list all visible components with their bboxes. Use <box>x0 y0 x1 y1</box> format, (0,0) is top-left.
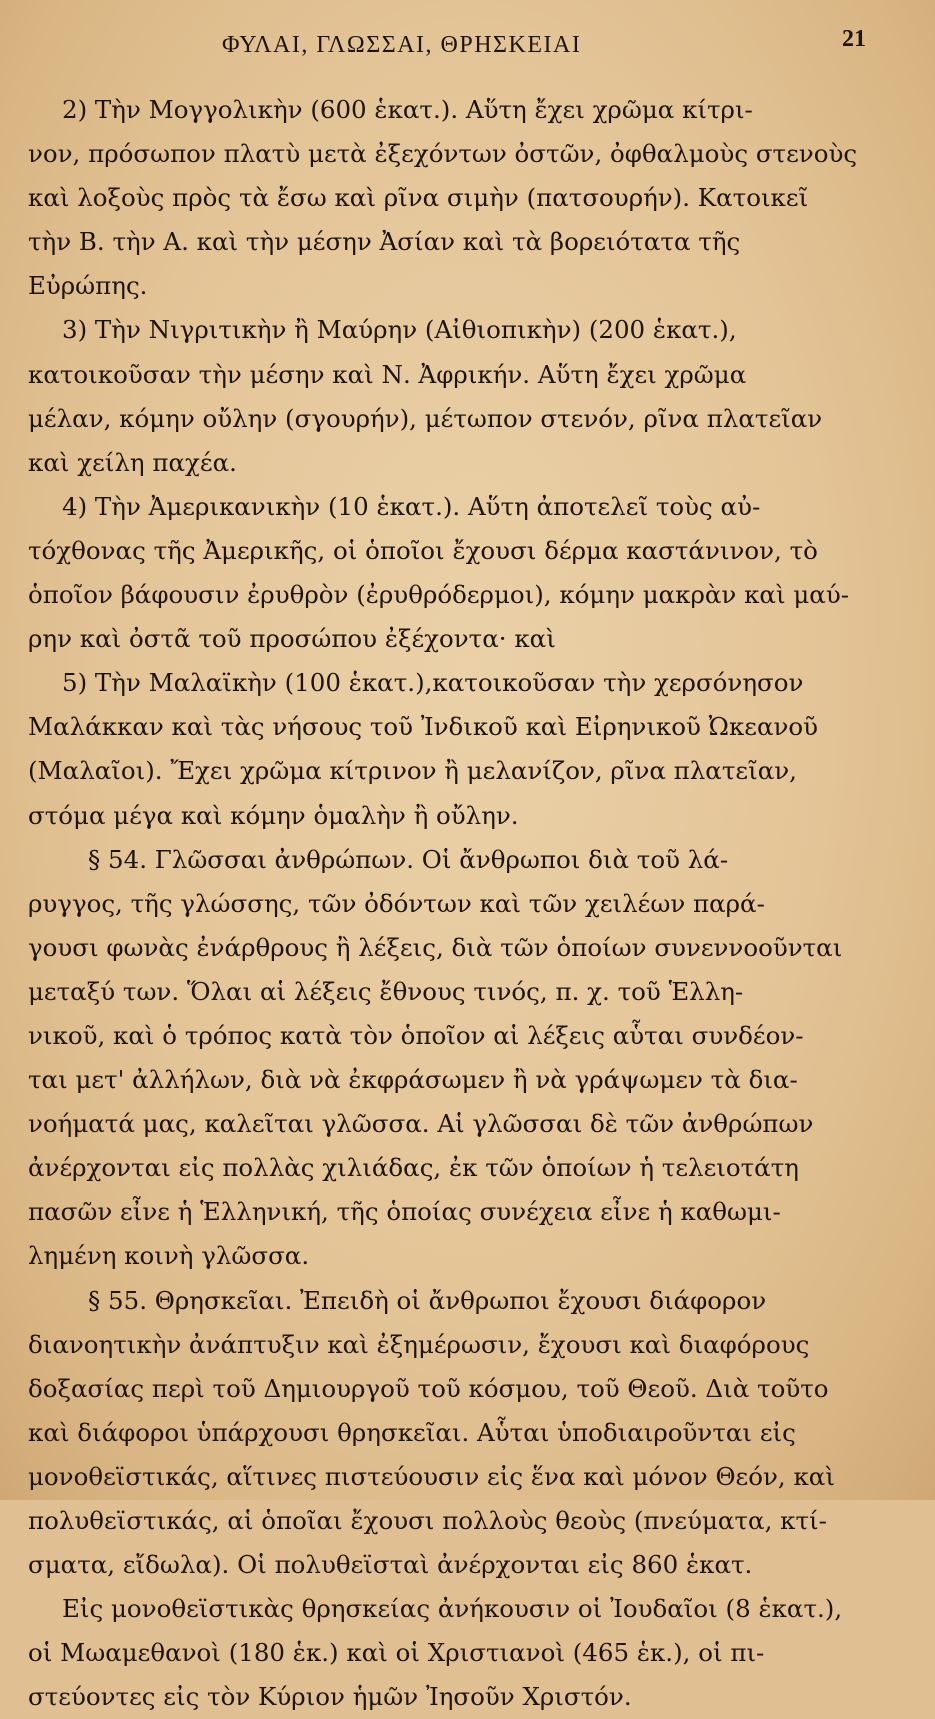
text-line: λημένη κοινὴ γλῶσσα. <box>28 1241 310 1271</box>
section-55-heading-line: § 55. Θρησκεῖαι. Ἐπειδὴ οἱ ἄνθρωποι ἔχουσι διάφορον <box>88 1285 767 1315</box>
text-line: Εἰς μονοθεϊστικὰς θρησκείας ἀνήκουσιν οἱ Ἰουδαῖοι (8 ἑκατ.), <box>62 1594 843 1624</box>
text-line: μονοθεϊστικάς, αἵτινες πιστεύουσιν εἰς ἕνα καὶ μόνον Θεόν, καὶ <box>28 1461 835 1491</box>
text-line: 4) Τὴν Ἀμερικανικὴν (10 ἑκατ.). Αὕτη ἀποτελεῖ τοὺς αὐ- <box>62 491 761 521</box>
text-line: διανοητικὴν ἀνάπτυξιν καὶ ἐξημέρωσιν, ἔχουσι καὶ διαφόρους <box>28 1329 810 1359</box>
text-line: πασῶν εἶνε ἡ Ἑλληνική, τῆς ὁποίας συνέχεια εἶνε ἡ καθωμι- <box>28 1197 781 1227</box>
text-line: 2) Τὴν Μογγολικὴν (600 ἑκατ.). Αὕτη ἔχει χρῶμα κίτρι- <box>62 95 753 124</box>
text-line: στεύοντες εἰς τὸν Κύριον ἡμῶν Ἰησοῦν Χριστόν. <box>28 1682 632 1712</box>
text-line: γουσι φωνὰς ἐνάρθρους ἢ λέξεις, διὰ τῶν ὁποίων συνεννοοῦνται <box>28 932 843 962</box>
text-line: στόμα μέγα καὶ κόμην ὁμαλὴν ἢ οὔλην. <box>28 800 519 830</box>
text-line: καὶ χείλη παχέα. <box>28 447 237 477</box>
text-line: καὶ λοξοὺς πρὸς τὰ ἔσω καὶ ρῖνα σιμὴν (πατσουρήν). Κατοικεῖ <box>28 183 809 213</box>
section-54-heading-line: § 54. Γλῶσσαι ἀνθρώπων. Οἱ ἄνθρωποι διὰ τοῦ λά- <box>88 844 729 874</box>
text-line: τόχθονας τῆς Ἀμερικῆς, οἱ ὁποῖοι ἔχουσι δέρμα καστάνινον, τὸ <box>28 535 818 565</box>
text-line: οἱ Μωαμεθανοὶ (180 ἑκ.) καὶ οἱ Χριστιανοὶ (465 ἑκ.), οἱ πι- <box>28 1638 765 1668</box>
text-line: μέλαν, κόμην οὔλην (σγουρήν), μέτωπον στενόν, ρῖνα πλατεῖαν <box>28 403 823 433</box>
text-line: ρην καὶ ὀστᾶ τοῦ προσώπου ἐξέχοντα· καὶ <box>28 624 556 654</box>
text-line: καὶ διάφοροι ὑπάρχουσι θρησκεῖαι. Αὗται ὑποδιαιροῦνται εἰς <box>28 1417 796 1447</box>
text-line: (Μαλαῖοι). Ἔχει χρῶμα κίτρινον ἢ μελανίζον, ρῖνα πλατεῖαν, <box>28 756 797 786</box>
text-line: 3) Τὴν Νιγριτικὴν ἢ Μαύρην (Αἰθιοπικὴν) (200 ἑκατ.), <box>62 315 737 345</box>
text-line: ρυγγος, τῆς γλώσσης, τῶν ὀδόντων καὶ τῶν χειλέων παρά- <box>28 888 765 918</box>
text-line: πολυθεϊστικάς, αἱ ὁποῖαι ἔχουσι πολλοὺς θεοὺς (πνεύματα, κτί- <box>28 1506 827 1535</box>
text-line: νικοῦ, καὶ ὁ τρόπος κατὰ τὸν ὁποῖον αἱ λέξεις αὗται συνδέον- <box>28 1020 804 1050</box>
page-header <box>0 26 935 66</box>
text-line: νον, πρόσωπον πλατὺ μετὰ ἐξεχόντων ὀστῶν, ὀφθαλμοὺς στενοὺς <box>28 139 858 169</box>
text-line: 5) Τὴν Μαλαϊκὴν (100 ἑκατ.),κατοικοῦσαν τὴν χερσόνησον <box>62 668 804 698</box>
text-line: νοήματά μας, καλεῖται γλῶσσα. Αἱ γλῶσσαι δὲ τῶν ἀνθρώπων <box>28 1109 814 1139</box>
body-text <box>28 88 900 1719</box>
text-line: Μαλάκκαν καὶ τὰς νήσους τοῦ Ἰνδικοῦ καὶ Εἰρηνικοῦ Ὠκεανοῦ <box>28 712 819 742</box>
text-line: μεταξύ των. Ὅλαι αἱ λέξεις ἔθνους τινός, π. χ. τοῦ Ἑλλη- <box>28 976 744 1006</box>
text-line: σματα, εἴδωλα). Οἱ πολυθεϊσταὶ ἀνέρχονται εἰς 860 ἑκατ. <box>28 1550 753 1580</box>
running-title: ΦΥΛΑΙ, ΓΛΩΣΣΑΙ, ΘΡΗΣΚΕΙΑΙ <box>222 32 582 58</box>
text-line: τὴν Β. τὴν Α. καὶ τὴν μέσην Ἀσίαν καὶ τὰ βορειότατα τῆς <box>28 227 741 257</box>
text-line: ται μετ' ἀλλήλων, διὰ νὰ ἐκφράσωμεν ἢ νὰ γράψωμεν τὰ δια- <box>28 1065 798 1095</box>
text-line: δοξασίας περὶ τοῦ Δημιουργοῦ τοῦ κόσμου, τοῦ Θεοῦ. Διὰ τοῦτο <box>28 1373 829 1403</box>
page-number: 21 <box>842 26 866 52</box>
text-line: ἀνέρχονται εἰς πολλὰς χιλιάδας, ἐκ τῶν ὁποίων ἡ τελειοτάτη <box>28 1153 799 1183</box>
text-line: ὁποῖον βάφουσιν ἐρυθρὸν (ἐρυθρόδερμοι), κόμην μακρὰν καὶ μαύ- <box>28 580 850 610</box>
text-line: Εὐρώπης. <box>28 271 148 301</box>
text-line: κατοικοῦσαν τὴν μέσην καὶ Ν. Ἀφρικήν. Αὕτη ἔχει χρῶμα <box>28 359 747 389</box>
